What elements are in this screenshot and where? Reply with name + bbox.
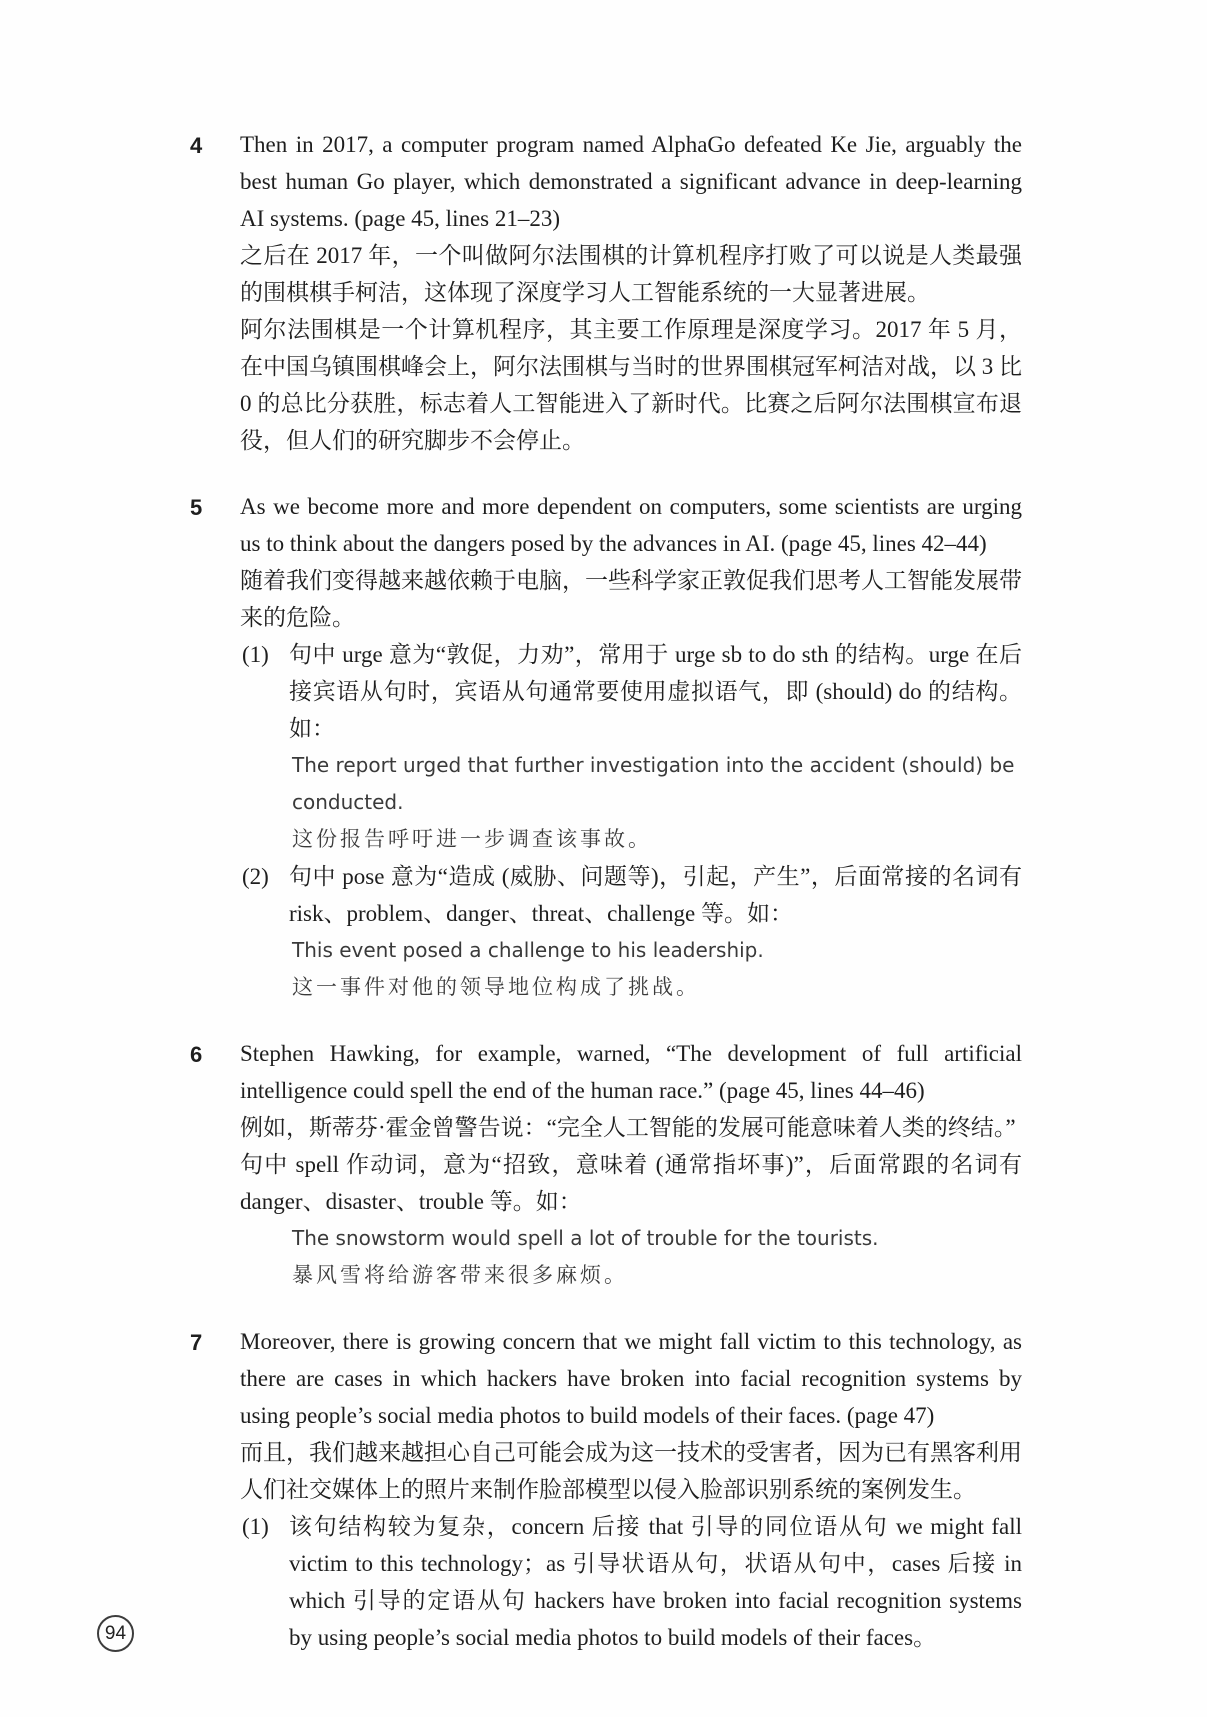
chinese-text: 句中 spell 作动词，意为“招致，意味着 (通常指坏事)”，后面常跟的名词有 danger、disaster、trouble 等。如： (240, 1152, 1022, 1214)
sub-item-marker: (1) (242, 642, 269, 667)
sub-item (240, 1508, 1022, 1656)
example-sentence-zh: 这一事件对他的领导地位构成了挑战。 (292, 975, 700, 999)
paragraph-6 (190, 1035, 1022, 1294)
paragraph-4 (190, 126, 1022, 459)
example-sentence-en: The snowstorm would spell a lot of trouble for the tourists. (292, 1226, 879, 1250)
paragraph-number: 5 (190, 495, 203, 520)
paragraph-body (240, 1035, 1022, 1294)
paragraph-number: 6 (190, 1042, 203, 1067)
example-sentence-zh: 暴风雪将给游客带来很多麻烦。 (292, 1263, 628, 1287)
sub-item-text: 句中 urge 意为“敦促，力劝”，常用于 urge sb to do sth 的结构。urge 在后接宾语从句时，宾语从句通常要使用虚拟语气，即 (should) do 的结构。如： (289, 642, 1022, 741)
paragraph-number: 4 (190, 133, 203, 158)
example-sentence-en: The report urged that further investigation into the accident (should) be conducted. (292, 753, 1015, 814)
chinese-text: 之后在 2017 年，一个叫做阿尔法围棋的计算机程序打败了可以说是人类最强的围棋棋手柯洁，这体现了深度学习人工智能系统的一大显著进展。 (240, 243, 1022, 305)
english-sentence: As we become more and more dependent on computers, some scientists are urging us to think about the dangers posed by the advances in AI. (page 45, lines 42–44) (240, 494, 1022, 556)
english-sentence: Then in 2017, a computer program named AlphaGo defeated Ke Jie, arguably the best human Go player, which demonstrated a significant advance in deep-learning AI systems. (page 45, lines 21–23) (240, 132, 1022, 231)
sub-item-text: 句中 pose 意为“造成 (威胁、问题等)，引起，产生”，后面常接的名词有 risk、problem、danger、threat、challenge 等。如： (289, 864, 1022, 926)
paragraph-7 (190, 1323, 1022, 1656)
page-number-badge (97, 1615, 134, 1652)
content-area (190, 126, 1022, 1656)
chinese-text: 随着我们变得越来越依赖于电脑，一些科学家正敦促我们思考人工智能发展带来的危险。 (240, 568, 1022, 630)
paragraph-number: 7 (190, 1330, 203, 1355)
english-sentence: Moreover, there is growing concern that we might fall victim to this technology, as there are cases in which hackers have broken into facial recognition systems by using people’s social media photos to build models of their faces. (page 47) (240, 1329, 1022, 1428)
paragraph-body (240, 1323, 1022, 1656)
sub-item-text: 该句结构较为复杂，concern 后接 that 引导的同位语从句 we might fall victim to this technology；as 引导状语从句，状语从句中，cases 后接 in which 引导的定语从句 hackers have broken into facial recognition systems by using people’s social media photos to build models of their faces。 (289, 1514, 1022, 1650)
sub-item (240, 636, 1022, 747)
sub-item-marker: (1) (242, 1514, 269, 1539)
paragraph-body (240, 126, 1022, 459)
chinese-text: 例如，斯蒂芬·霍金曾警告说：“完全人工智能的发展可能意味着人类的终结。” (240, 1115, 1016, 1140)
sub-item-marker: (2) (242, 864, 269, 889)
paragraph-5 (190, 488, 1022, 1006)
page-number: 94 (104, 1623, 127, 1644)
english-sentence: Stephen Hawking, for example, warned, “The development of full artificial intelligence could spell the end of the human race.” (page 45, lines 44–46) (240, 1041, 1022, 1103)
sub-item (240, 858, 1022, 932)
paragraph-body (240, 488, 1022, 1006)
example-sentence-zh: 这份报告呼吁进一步调查该事故。 (292, 827, 652, 851)
example-sentence-en: This event posed a challenge to his leadership. (292, 938, 764, 962)
chinese-text: 而且，我们越来越担心自己可能会成为这一技术的受害者，因为已有黑客利用人们社交媒体上的照片来制作脸部模型以侵入脸部识别系统的案例发生。 (240, 1440, 1022, 1502)
chinese-text: 阿尔法围棋是一个计算机程序，其主要工作原理是深度学习。2017 年 5 月，在中国乌镇围棋峰会上，阿尔法围棋与当时的世界围棋冠军柯洁对战，以 3 比 0 的总比分获胜，标志着人工智能进入了新时代。比赛之后阿尔法围棋宣布退役，但人们的研究脚步不会停止。 (240, 317, 1022, 453)
